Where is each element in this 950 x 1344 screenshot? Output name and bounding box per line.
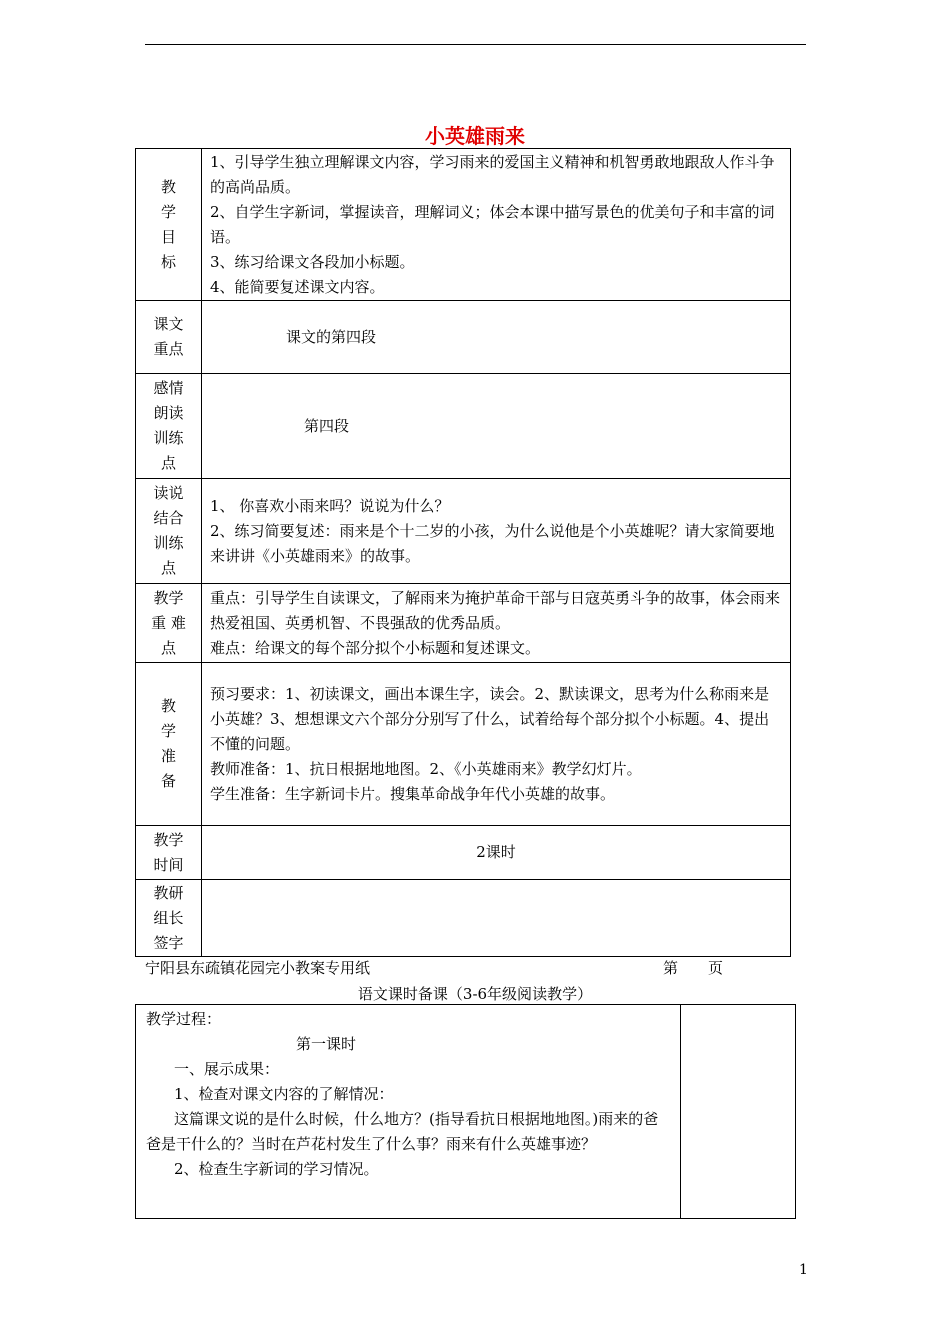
difficulty-content: 重点：引导学生自读课文，了解雨来为掩护革命干部与日寇英勇斗争的故事，体会雨来热爱祖国、英勇机智、不畏强敌的优秀品质。 难点：给课文的每个部分拟个小标题和复述课文。: [202, 584, 791, 663]
section-heading: 一、展示成果：: [174, 1060, 280, 1078]
process-content: [136, 1005, 681, 1219]
page-label: 第 页: [663, 959, 724, 977]
speak-row: [136, 479, 791, 584]
sign-row: [136, 880, 791, 957]
key-label: 课文 重点: [136, 301, 202, 374]
lesson-plan-table: [135, 148, 791, 957]
lesson-heading: 第一课时: [296, 1035, 357, 1053]
school-name: 宁阳县东疏镇花园完小教案专用纸: [145, 959, 371, 977]
page-number: 1: [799, 1262, 808, 1278]
speak-label: 读说 结合 训练 点: [136, 479, 202, 584]
page-title: 小英雄雨来: [425, 124, 525, 148]
goal-row: [136, 149, 791, 301]
difficulty-label: 教学 重 难 点: [136, 584, 202, 663]
time-row: [136, 826, 791, 880]
goal-content: 1、引导学生独立理解课文内容，学习雨来的爱国主义精神和机智勇敢地跟敌人作斗争的高尚品质。 2、自学生字新词，掌握读音，理解词义；体会本课中描写景色的优美句子和丰富的词语。 3、练习给课文各段加小标题。 4、能简要复述课文内容。: [202, 149, 791, 301]
item-1: 1、检查对课文内容的了解情况：: [174, 1085, 394, 1103]
prep-row: [136, 663, 791, 826]
process-heading: 教学过程：: [146, 1010, 222, 1028]
speak-content: 1、 你喜欢小雨来吗？说说为什么？ 2、练习简要复述：雨来是个十二岁的小孩，为什么说他是个小英雄呢？请大家简要地来讲讲《小英雄雨来》的故事。: [202, 479, 791, 584]
key-content: 课文的第四段: [202, 301, 791, 374]
sign-label: 教研 组长 签字: [136, 880, 202, 957]
header-rule: [145, 44, 806, 45]
prep-label: 教 学 准 备: [136, 663, 202, 826]
emotion-content: 第四段: [202, 374, 791, 479]
time-content: 2课时: [202, 826, 791, 880]
sign-content: [202, 880, 791, 957]
time-label: 教学 时间: [136, 826, 202, 880]
process-table: [135, 1004, 796, 1219]
section-subtitle: 语文课时备课（3-6年级阅读教学）: [357, 985, 593, 1003]
key-row: [136, 301, 791, 374]
goal-label: 教 学 目 标: [136, 149, 202, 301]
emotion-label: 感情 朗读 训练 点: [136, 374, 202, 479]
prep-content: 预习要求：1、初读课文，画出本课生字，读会。2、默读课文，思考为什么称雨来是小英雄？3、想想课文六个部分分别写了什么，试着给每个部分拟个小标题。4、提出不懂的问题。 教师准备：1、抗日根据地地图。2、《小英雄雨来》教学幻灯片。 学生准备：生字新词卡片。搜集革命战争年代小英雄的故事。: [202, 663, 791, 826]
item-1-text: 这篇课文说的是什么时候，什么地方？(指导看抗日根据地地图。)雨来的爸爸是干什么的？当时在芦花村发生了什么事？雨来有什么英雄事迹？: [146, 1110, 659, 1153]
item-2: 2、检查生字新词的学习情况。: [174, 1160, 379, 1178]
emotion-row: [136, 374, 791, 479]
difficulty-row: [136, 584, 791, 663]
page-footer: [145, 957, 725, 978]
notes-column: [681, 1005, 796, 1219]
